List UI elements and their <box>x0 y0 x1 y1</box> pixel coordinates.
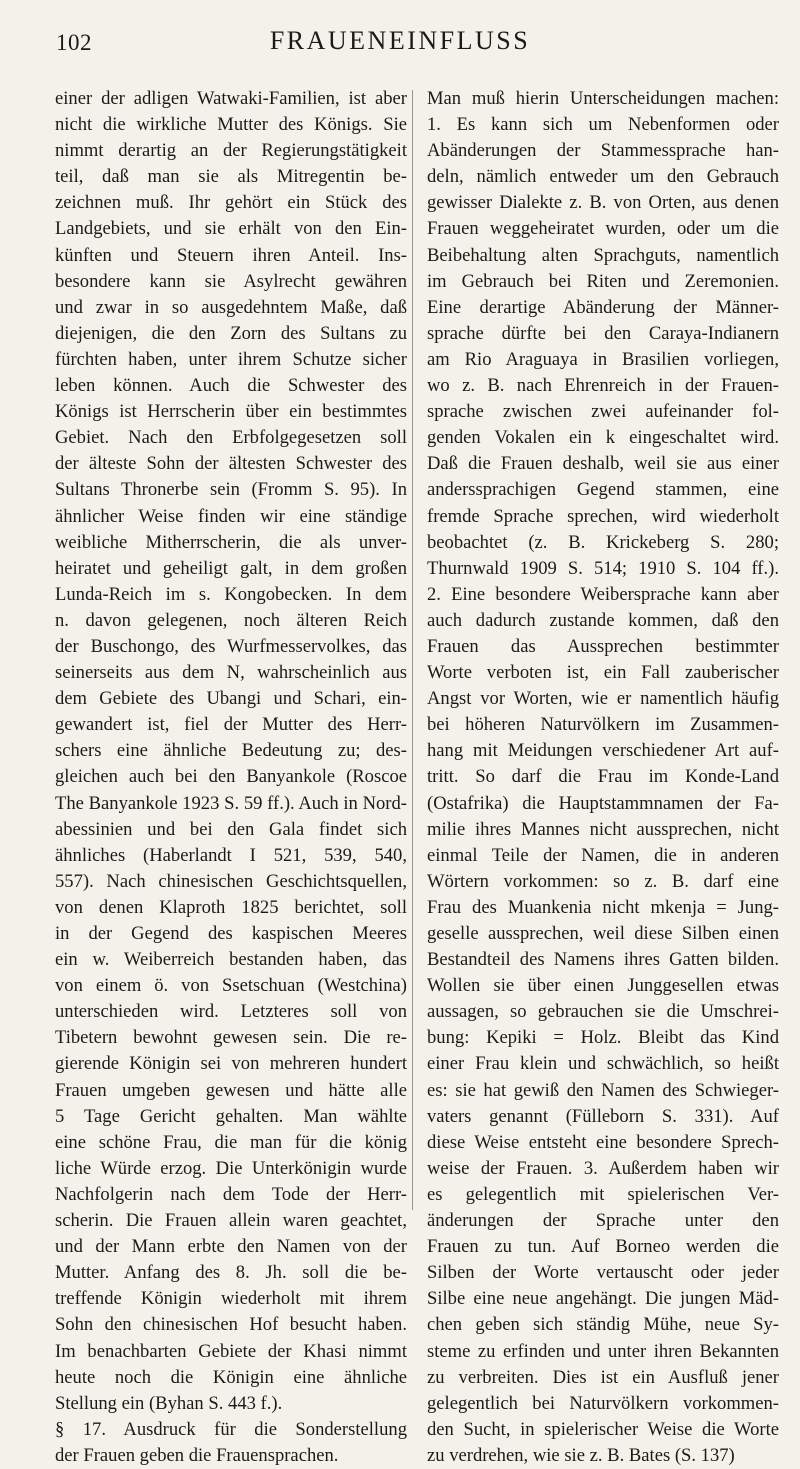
text-line: wo z. B. nach Ehrenreich in der Frauen- <box>427 375 779 397</box>
text-line: The Banyankole 1923 S. 59 ff.). Auch in Nord- <box>55 792 407 814</box>
text-line: tritt. So darf die Frau im Konde-Land <box>427 766 779 788</box>
text-line: treffende Königin wiederholt mit ihrem <box>55 1288 407 1310</box>
text-line: (Ostafrika) die Hauptstammnamen der Fa- <box>427 792 779 814</box>
text-line: teil, daß man sie als Mitregentin be- <box>55 166 407 188</box>
text-line: 1. Es kann sich um Nebenformen oder <box>427 114 779 136</box>
text-line: eine schöne Frau, die man für die könig <box>55 1131 407 1153</box>
text-line: einer der adligen Watwaki-Familien, ist aber <box>55 88 407 109</box>
text-line: den Sucht, in spielerischer Weise die Worte <box>427 1418 779 1440</box>
text-line: steme zu erfinden und unter ihren Bekannten <box>427 1340 779 1362</box>
text-line: weise der Frauen. 3. Außerdem haben wir <box>427 1157 779 1179</box>
text-line: Stellung ein (Byhan S. 443 f.). <box>55 1392 283 1414</box>
text-line: sprache zwischen zwei aufeinander fol- <box>427 401 779 423</box>
column-rule <box>412 90 413 1210</box>
text-line: gleichen auch bei den Banyankole (Roscoe <box>55 766 407 788</box>
text-line: von einem ö. von Ssetschuan (Westchina) <box>55 975 407 997</box>
text-line: diese Weise entsteht eine besondere Sprech- <box>427 1131 779 1153</box>
text-line: aussagen, so gebrauchen sie die Umschrei- <box>427 1001 779 1023</box>
text-line: Frauen weggeheiratet wurden, oder um die <box>427 218 779 240</box>
text-line: heute noch die Königin eine ähnliche <box>55 1366 407 1388</box>
text-line: Gebiet. Nach den Erbfolgegesetzen soll <box>55 427 407 449</box>
text-line: Beibehaltung alten Sprachguts, namentlich <box>427 244 779 266</box>
text-line: und der Mann erbte den Namen von der <box>55 1236 407 1258</box>
text-line: 557). Nach chinesischen Geschichtsquellen, <box>55 870 407 892</box>
text-line: Wörtern vorkommen: so z. B. darf eine <box>427 870 779 892</box>
text-line: vaters genannt (Fülleborn S. 331). Auf <box>427 1105 779 1127</box>
text-line: es gelegentlich mit spielerischen Ver- <box>427 1183 779 1205</box>
text-line: Sohn den chinesischen Hof besucht haben. <box>55 1314 407 1336</box>
text-line: geselle aussprechen, weil diese Silben einen <box>427 923 779 944</box>
text-line: bung: Kepiki = Holz. Bleibt das Kind <box>427 1027 779 1049</box>
text-line: Man muß hierin Unterscheidungen machen: <box>427 88 779 109</box>
text-line: unterschieden wird. Letzteres soll von <box>55 1001 407 1023</box>
text-line: Im benachbarten Gebiete der Khasi nimmt <box>55 1340 407 1362</box>
text-line: hang mit Meidungen verschiedener Art auf- <box>427 740 779 762</box>
text-line: Daß die Frauen deshalb, weil sie aus einer <box>427 453 779 475</box>
text-line: der älteste Sohn der ältesten Schwester des <box>55 453 407 475</box>
text-line: es: sie hat gewiß den Namen des Schwieger- <box>427 1079 779 1101</box>
text-line: 2. Eine besondere Weibersprache kann aber <box>427 583 779 605</box>
text-line: n. davon gelegenen, noch älteren Reich <box>55 609 407 631</box>
right-column <box>427 86 779 1469</box>
text-line: Tibetern bewohnt gewesen sein. Die re- <box>55 1027 407 1049</box>
text-line: einmal Teile der Namen, die in anderen <box>427 844 779 866</box>
text-line: schers eine ähnliche Bedeutung zu; des- <box>55 740 407 762</box>
text-line: änderungen der Sprache unter den <box>427 1210 779 1232</box>
text-line: milie ihres Mannes nicht aussprechen, nicht <box>427 818 779 840</box>
text-line: beobachtet (z. B. Krickeberg S. 280; <box>427 531 779 553</box>
text-line: 5 Tage Gericht gehalten. Man wählte <box>55 1105 407 1127</box>
left-column <box>55 86 407 1469</box>
text-line: fremde Sprache sprechen, wird wiederholt <box>427 505 779 527</box>
text-line: Bestandteil des Namens ihres Gatten bilden. <box>427 949 779 971</box>
text-line: besondere kann sie Asylrecht gewähren <box>55 270 407 292</box>
text-line: heiratet und geheiligt galt, in dem großen <box>55 557 407 579</box>
text-line: einer Frau klein und schwächlich, so heißt <box>427 1053 779 1075</box>
text-line: auch dadurch zustande kommen, daß den <box>427 609 779 631</box>
text-line: Frauen das Aussprechen bestimmter <box>427 635 779 657</box>
text-line: ein w. Weiberreich bestanden haben, das <box>55 949 407 971</box>
text-line: gewandert ist, fiel der Mutter des Herr- <box>55 714 407 736</box>
text-line: dem Gebiete des Ubangi und Schari, ein- <box>55 688 407 710</box>
page-number: 102 <box>56 30 92 55</box>
text-line: Lunda-Reich im s. Kongobecken. In dem <box>55 583 407 605</box>
text-line: Angst vor Worten, wie er namentlich häufig <box>427 688 779 710</box>
text-line: und zwar in so ausgedehntem Maße, daß <box>55 296 407 318</box>
text-line: der Frauen geben die Frauensprachen. <box>55 1444 339 1466</box>
text-line: seinerseits aus dem N, wahrscheinlich aus <box>55 662 407 684</box>
text-line: § 17. Ausdruck für die Sonderstellung <box>55 1418 407 1440</box>
text-line: der Buschongo, des Wurfmesservolkes, das <box>55 635 407 657</box>
running-title: FRAUENEINFLUSS <box>269 26 531 55</box>
text-line: abessinien und bei den Gala findet sich <box>55 818 407 840</box>
text-line: Königs ist Herrscherin über ein bestimmtes <box>55 401 407 423</box>
text-line: gierende Königin sei von mehreren hundert <box>55 1053 407 1075</box>
text-line: Silbe eine neue angehängt. Die jungen Mäd- <box>427 1288 779 1310</box>
text-line: von denen Klaproth 1825 berichtet, soll <box>55 896 407 918</box>
text-line: nimmt derartig an der Regierungstätigkeit <box>55 140 407 162</box>
text-line: bei höheren Naturvölkern im Zusammen- <box>427 714 779 736</box>
text-line: fürchten haben, unter ihrem Schutze sicher <box>55 348 407 370</box>
text-line: Wollen sie über einen Junggesellen etwas <box>427 975 779 997</box>
text-line: Mutter. Anfang des 8. Jh. soll die be- <box>55 1262 407 1284</box>
text-line: im Gebrauch bei Riten und Zeremonien. <box>427 270 779 292</box>
text-line: Landgebiets, und sie erhält von den Ein- <box>55 218 407 240</box>
text-line: Frauen umgeben gewesen und hätte alle <box>55 1079 407 1101</box>
text-line: liche Würde erzog. Die Unterkönigin wurde <box>55 1157 407 1179</box>
text-line: Frau des Muankenia nicht mkenja = Jung- <box>427 896 779 918</box>
text-line: Eine derartige Abänderung der Männer- <box>427 296 779 318</box>
text-line: gewisser Dialekte z. B. von Orten, aus denen <box>427 192 779 214</box>
text-line: Frauen zu tun. Auf Borneo werden die <box>427 1236 779 1258</box>
text-line: Silben der Worte vertauscht oder jeder <box>427 1262 779 1284</box>
text-line: nicht die wirkliche Mutter des Königs. Sie <box>55 114 407 136</box>
text-line: ähnlicher Weise finden wir eine ständige <box>55 505 407 527</box>
text-line: sprache dürfte bei den Caraya-Indianern <box>427 322 779 344</box>
text-line: zeichnen muß. Ihr gehört ein Stück des <box>55 192 407 214</box>
text-line: scherin. Die Frauen allein waren geachtet, <box>55 1210 407 1232</box>
text-line: deln, nämlich entweder um den Gebrauch <box>427 166 779 188</box>
text-line: anderssprachigen Gegend stammen, eine <box>427 479 779 501</box>
text-line: leben können. Auch die Schwester des <box>55 375 407 397</box>
text-line: Sultans Thronerbe sein (Fromm S. 95). In <box>55 479 407 501</box>
text-line: ähnliches (Haberlandt I 521, 539, 540, <box>55 844 407 866</box>
text-line: Abänderungen der Stammessprache han- <box>427 140 779 162</box>
text-line: in der Gegend des kaspischen Meeres <box>55 923 407 944</box>
text-line: weibliche Mitherrscherin, die als unver- <box>55 531 407 553</box>
text-line: genden Vokalen ein k eingeschaltet wird. <box>427 427 779 449</box>
text-line: künften und Steuern ihren Anteil. Ins- <box>55 244 407 266</box>
text-line: Thurnwald 1909 S. 514; 1910 S. 104 ff.). <box>427 557 779 579</box>
text-line: gelegentlich bei Naturvölkern vorkommen- <box>427 1392 779 1414</box>
text-line: zu verdrehen, wie sie z. B. Bates (S. 137) <box>427 1444 735 1466</box>
text-line: chen geben sich ständig Mühe, neue Sy- <box>427 1314 779 1336</box>
text-line: diejenigen, die den Zorn des Sultans zu <box>55 322 407 344</box>
text-line: am Rio Araguaya in Brasilien vorliegen, <box>427 348 779 370</box>
text-line: Worte verboten ist, ein Fall zauberischer <box>427 662 779 684</box>
text-line: zu verbreiten. Dies ist ein Ausfluß jener <box>427 1366 779 1388</box>
text-line: Nachfolgerin nach dem Tode der Herr- <box>55 1183 407 1205</box>
